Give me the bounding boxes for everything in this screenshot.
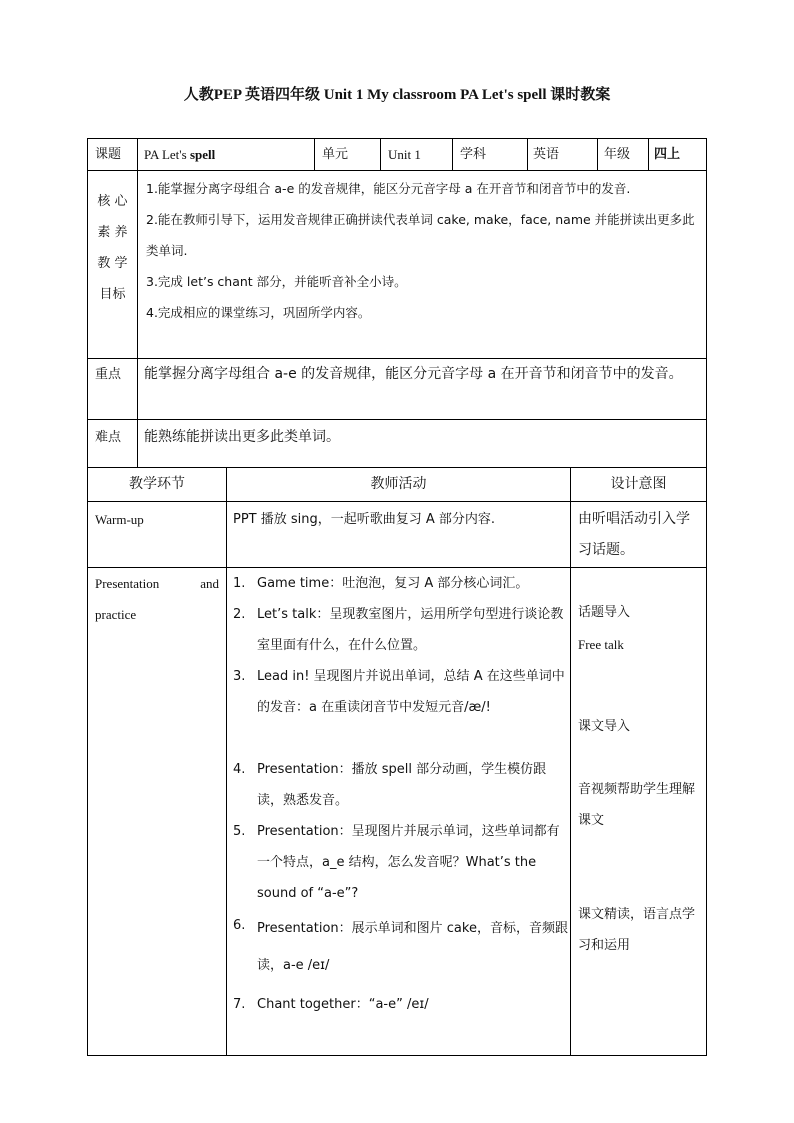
step-7-text: Chant together：“a-e” /eɪ/ bbox=[257, 997, 429, 1012]
step-2-text: Let’s talk：呈现教室图片，运用所学句型进行谈论教室里面有什么，在什么位置。 bbox=[257, 607, 564, 653]
difficulty-label: 难点 bbox=[95, 430, 122, 445]
step-7 bbox=[233, 989, 571, 1020]
design-note-2: Free talk bbox=[578, 637, 624, 652]
design-note-3: 课文导入 bbox=[578, 719, 631, 734]
goals-label-line-2: 素 养 bbox=[97, 225, 128, 240]
header-teacher: 教师活动 bbox=[370, 476, 427, 492]
key-point-text: 能掌握分离字母组合 a-e 的发音规律，能区分元音字母 a 在开音节和闭音节中的发音。 bbox=[144, 366, 683, 382]
step-1 bbox=[233, 568, 571, 599]
unit-value: Unit 1 bbox=[388, 147, 421, 162]
goals-label bbox=[88, 186, 137, 310]
border-right bbox=[706, 138, 707, 1056]
grade-value: 四上 bbox=[654, 147, 681, 162]
step-3-text: Lead in! 呈现图片并说出单词，总结 A 在这些单词中的发音：a 在重读闭音节中发短元音/æ/! bbox=[257, 669, 565, 715]
info-div-2 bbox=[314, 138, 315, 171]
topic-value bbox=[144, 139, 215, 170]
unit-label: 单元 bbox=[322, 147, 349, 162]
document-title: 人教PEP 英语四年级 Unit 1 My classroom PA Let's spell 课时教案 bbox=[183, 87, 611, 103]
design-note-4: 音视频帮助学生理解课文 bbox=[578, 782, 696, 828]
step-4 bbox=[233, 754, 571, 816]
step-7-num: 7. bbox=[233, 997, 246, 1012]
step-6-text: Presentation：展示单词和图片 cake，音标，音频跟读，a-e /eɪ/ bbox=[257, 921, 568, 973]
presentation-stage-word: Presentation bbox=[95, 576, 160, 591]
warmup-design: 由听唱活动引入学习话题。 bbox=[578, 511, 690, 558]
presentation-stage-line-2: practice bbox=[95, 607, 137, 622]
presentation-stage-and: and bbox=[200, 576, 219, 591]
info-div-6 bbox=[597, 138, 598, 171]
step-6 bbox=[233, 910, 571, 972]
warmup-teacher: PPT 播放 sing，一起听歌曲复习 A 部分内容. bbox=[233, 512, 496, 527]
goals-label-line-1: 核 心 bbox=[97, 194, 128, 209]
presentation-stage-line-1 bbox=[95, 568, 219, 599]
goals-label-line-3: 教 学 bbox=[97, 256, 128, 271]
design-note-5: 课文精读，语言点学习和运用 bbox=[578, 907, 696, 953]
step-1-num: 1. bbox=[233, 576, 246, 591]
header-design: 设计意图 bbox=[610, 476, 667, 492]
step-3-num: 3. bbox=[233, 669, 246, 684]
topic-value-plain: PA Let's bbox=[144, 147, 190, 162]
step-2-num: 2. bbox=[233, 607, 246, 622]
step-2 bbox=[233, 599, 571, 661]
step-5 bbox=[233, 816, 571, 909]
key-point-label: 重点 bbox=[95, 367, 122, 382]
step-1-text: Game time：吐泡泡，复习 A 部分核心词汇。 bbox=[257, 576, 529, 591]
rule-header-bottom bbox=[87, 501, 707, 502]
step-5-num: 5. bbox=[233, 824, 246, 839]
lower-div-1 bbox=[226, 467, 227, 1056]
rule-info-bottom bbox=[87, 170, 707, 171]
goal-item-3: 3.完成 let’s chant 部分，并能听音补全小诗。 bbox=[146, 274, 407, 289]
step-6-num: 6. bbox=[233, 918, 246, 933]
topic-label: 课题 bbox=[95, 147, 122, 162]
label-col-div bbox=[137, 170, 138, 468]
goal-item-1: 1.能掌握分离字母组合 a-e 的发音规律，能区分元音字母 a 在开音节和闭音节中的发音. bbox=[146, 181, 631, 196]
grade-label: 年级 bbox=[604, 147, 631, 162]
rule-bottom bbox=[87, 1055, 707, 1056]
presentation-steps bbox=[233, 568, 571, 1048]
presentation-stage bbox=[95, 568, 219, 630]
info-div-3 bbox=[380, 138, 381, 171]
goals-list bbox=[146, 173, 699, 328]
step-5-text: Presentation：呈现图片并展示单词，这些单词都有一个特点，a_e 结构，怎么发音呢？What’s the sound of “a-e”? bbox=[257, 824, 560, 901]
info-div-1 bbox=[137, 138, 138, 171]
goals-label-line-4: 目标 bbox=[99, 287, 126, 302]
step-3 bbox=[233, 661, 571, 754]
subject-value: 英语 bbox=[533, 147, 560, 162]
info-div-7 bbox=[648, 138, 649, 171]
info-div-5 bbox=[527, 138, 528, 171]
goal-item-4: 4.完成相应的课堂练习，巩固所学内容。 bbox=[146, 305, 371, 320]
difficulty-text: 能熟练能拼读出更多此类单词。 bbox=[144, 429, 340, 445]
header-stage: 教学环节 bbox=[129, 476, 185, 492]
warmup-stage: Warm-up bbox=[95, 512, 144, 527]
step-4-num: 4. bbox=[233, 762, 246, 777]
topic-value-bold: spell bbox=[189, 147, 216, 162]
rule-diff-bottom bbox=[87, 467, 707, 468]
subject-label: 学科 bbox=[460, 147, 487, 162]
rule-key-bottom bbox=[87, 419, 707, 420]
step-4-text: Presentation：播放 spell 部分动画，学生模仿跟读，熟悉发音。 bbox=[257, 762, 547, 808]
design-note-1: 话题导入 bbox=[578, 605, 631, 620]
goal-item-2: 2.能在教师引导下，运用发音规律正确拼读代表单词 cake, make，face, name 并能拼读出更多此类单词. bbox=[146, 212, 695, 258]
info-div-4 bbox=[452, 138, 453, 171]
